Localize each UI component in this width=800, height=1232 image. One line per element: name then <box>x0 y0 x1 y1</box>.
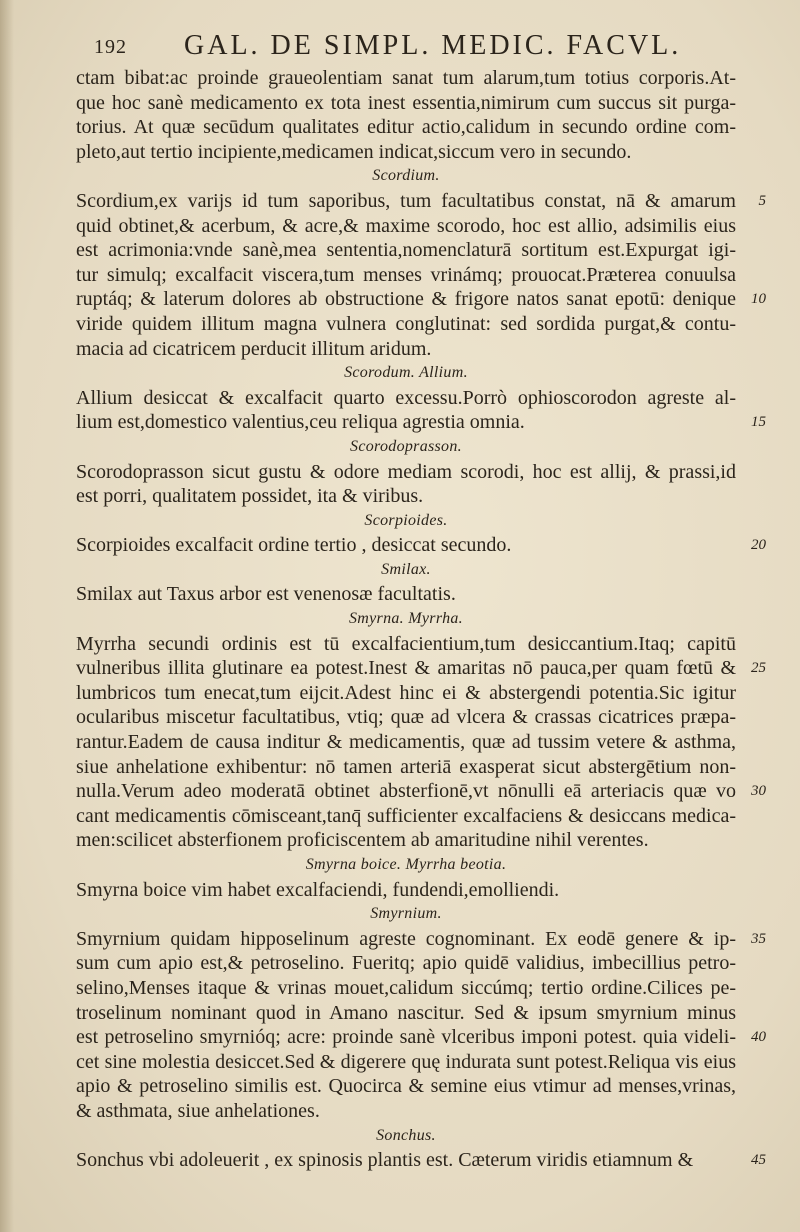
margin-line-number: 35 <box>751 931 766 947</box>
text-line: torius. At quæ secūdum qualitates editur actio,calidum in secundo ordine com- <box>76 116 736 139</box>
entry-heading: Sonchus. <box>376 1126 436 1144</box>
text-line: Smilax aut Taxus arbor est venenosæ facultatis. <box>76 583 456 606</box>
entry-heading: Scorodoprasson. <box>350 437 462 455</box>
text-line: tur simulq; excalfacit viscera,tum menses vrinámq; prouocat.Præterea conuulsa <box>76 263 736 286</box>
text-line: lumbricos tum enecat,tum eijcit.Adest hinc ei & abstergendi potentia.Sic igitur <box>76 681 736 704</box>
text-line: Smyrnium quidam hipposelinum agreste cognominant. Ex eodē genere & ip- <box>76 927 736 950</box>
text-line: ctam bibat:ac proinde graueolentiam sanat tum alarum,tum totius corporis.At- <box>76 67 736 89</box>
page-gutter-shadow <box>0 0 14 1232</box>
text-line: ruptáq; & laterum dolores ab obstructione & frigore natos sanat epotū: denique <box>76 288 736 311</box>
text-line: apio & petroselino similis est. Quocirca & semine eius vtimur ad menses,vrinas, <box>76 1075 736 1098</box>
text-line: Scordium,ex varijs id tum saporibus, tum facultatibus constat, nā & amarum <box>76 189 736 212</box>
text-line: Myrrha secundi ordinis est tū excalfacientium,tum desiccantium.Itaq; capitū <box>76 632 736 655</box>
margin-line-number: 20 <box>751 537 766 554</box>
text-line: rantur.Eadem de causa inditur & medicamentis, quæ ad tussim vetere & asthma, <box>76 731 736 754</box>
text-line: lium est,domestico valentius,ceu reliqua agrestia omnia. <box>76 411 525 434</box>
margin-line-number: 30 <box>751 783 766 800</box>
text-line: Scorpioides excalfacit ordine tertio , desiccat secundo. <box>76 534 512 557</box>
entry-heading: Smilax. <box>381 560 431 578</box>
text-line: que hoc sanè medicamento ex tota inest essentia,nimirum cum succus sit purga- <box>76 91 736 114</box>
text-line: nulla.Verum adeo moderatā obtinet absterfionē,vt nōnulli eā arteriacis quæ vo <box>76 780 736 803</box>
entry-heading: Scorpioides. <box>364 511 448 529</box>
text-line: Scorodoprasson sicut gustu & odore mediam scorodi, hoc est allij, & prassi,id <box>76 460 736 483</box>
text-line: men:scilicet absterfionem proficiscentem ab amaritudine nihil verentes. <box>76 829 649 852</box>
text-line: vulneribus illita glutinare ea potest.Inest & amaritas nō pauca,per quam fœtū & <box>76 657 736 680</box>
margin-line-number: 25 <box>751 660 766 677</box>
margin-line-number: 5 <box>758 193 766 209</box>
margin-line-number: 15 <box>751 414 766 431</box>
entry-heading: Scorodum. Allium. <box>344 364 468 382</box>
text-line: ocularibus miscetur facultatibus, vtiq; quæ ad vlcera & crassas cicatrices præpa- <box>76 706 736 729</box>
margin-line-number: 40 <box>751 1029 766 1046</box>
text-line: viride quidem illitum magna vulnera conglutinat: sed sordida purgat,& contu- <box>76 312 736 335</box>
entry-heading: Scordium. <box>372 167 440 185</box>
text-line: Smyrna boice vim habet excalfaciendi, fundendi,emolliendi. <box>76 878 560 901</box>
text-line: cant medicamentis cōmisceant,tanq̄ sufficienter excalfaciens & desiccans medica- <box>76 804 736 827</box>
running-title: GAL. DE SIMPL. MEDIC. FACVL. <box>184 30 682 61</box>
entry-heading: Smyrnium. <box>370 905 442 923</box>
main-text-block <box>76 66 736 1173</box>
text-line: Sonchus vbi adoleuerit , ex spinosis plantis est. Cæterum viridis etiamnum & <box>76 1149 694 1172</box>
page-number: 192 <box>94 36 127 58</box>
page-header <box>80 28 760 62</box>
margin-line-number: 45 <box>751 1152 766 1169</box>
text-line: selino,Menses itaque & vrinas mouet,calidum siccúmq; tertio ordine.Cilices pe- <box>76 976 736 999</box>
entry-heading: Smyrna. Myrrha. <box>349 610 463 628</box>
text-line: est porri, qualitatem possidet, ita & viribus. <box>76 485 424 508</box>
text-line: est petroselino smyrnióq; acre: proinde sanè vlceribus imponi potest. quia videli- <box>76 1026 736 1049</box>
text-line: troselinum nominant quod in Amano nascitur. Sed & ipsum smyrnium minus <box>76 1001 736 1024</box>
text-line: siue anhelatione exhibentur: nō tamen arteriā exasperat sicut abstergētium non- <box>76 755 736 778</box>
text-line: est acrimonia:vnde sanè,mea sententia,nomenclaturā sortitum est.Expurgat igi- <box>76 239 736 262</box>
text-line: quid obtinet,& acerbum, & acre,& maxime scorodo, hoc est allio, adsimilis eius <box>76 214 736 237</box>
text-line: & asthmata, siue anhelationes. <box>76 1099 320 1122</box>
text-line: macia ad cicatricem perducit illitum aridum. <box>76 337 432 360</box>
entry-heading: Smyrna boice. Myrrha beotia. <box>305 856 507 873</box>
text-line: cet sine molestia desiccet.Sed & digerere quę indurata sunt potest.Reliqua vis eius <box>76 1050 736 1073</box>
text-line: sum cum apio est,& petroselino. Fueritq; apio quidē validius, imbecillius petro- <box>76 952 736 975</box>
text-line: Allium desiccat & excalfacit quarto excessu.Porrò ophioscorodon agreste al- <box>76 386 736 409</box>
margin-line-number: 10 <box>751 291 766 308</box>
text-line: pleto,aut tertio incipiente,medicamen indicat,siccum vero in secundo. <box>76 140 632 163</box>
